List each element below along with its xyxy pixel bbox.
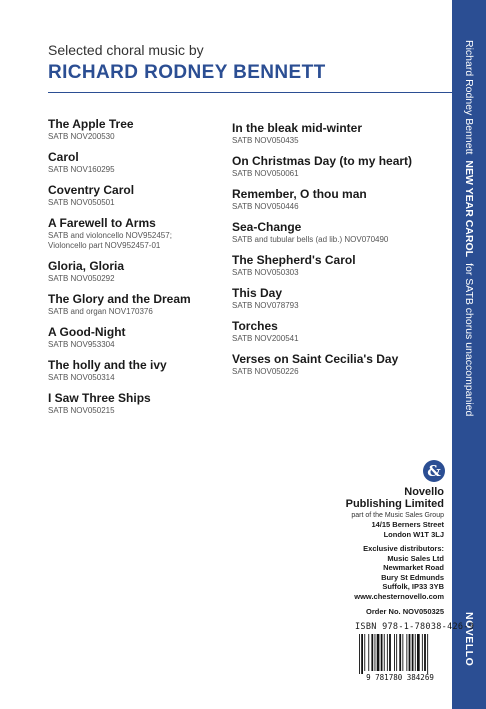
- barcode-bar: [406, 634, 407, 671]
- work-detail: SATB and violoncello NOV952457;: [48, 231, 172, 240]
- barcode-bar: [412, 634, 414, 671]
- works-list-right: [232, 121, 422, 385]
- work-detail: SATB NOV050501: [48, 198, 115, 207]
- work-item: [48, 150, 238, 175]
- work-detail: SATB NOV050292: [48, 274, 115, 283]
- work-item: [232, 352, 422, 377]
- work-item: [48, 358, 238, 383]
- work-item: [232, 253, 422, 278]
- barcode-bar: [422, 634, 423, 671]
- novello-logo-icon: &: [423, 460, 445, 482]
- work-detail: SATB NOV078793: [232, 301, 299, 310]
- work-detail: SATB and tubular bells (ad lib.) NOV070490: [232, 235, 389, 244]
- publisher-name-line2: Publishing Limited: [345, 498, 444, 510]
- work-title: The Glory and the Dream: [48, 292, 191, 306]
- work-title: Coventry Carol: [48, 183, 135, 197]
- work-title: The Apple Tree: [48, 117, 134, 131]
- work-item: [232, 187, 422, 212]
- work-title: The Shepherd's Carol: [232, 253, 356, 267]
- publisher-name-line1: Novello: [404, 486, 444, 498]
- barcode-bar: [384, 634, 385, 671]
- composer-name: RICHARD RODNEY BENNETT: [48, 62, 326, 83]
- barcode-bar: [381, 634, 383, 671]
- work-item: [48, 391, 238, 416]
- work-title: Carol: [48, 150, 79, 164]
- work-item: [48, 183, 238, 208]
- work-detail: SATB NOV050226: [232, 367, 299, 376]
- work-title: Verses on Saint Cecilia's Day: [232, 352, 399, 366]
- distributors-line4: Suffolk, IP33 3YB: [382, 582, 444, 591]
- work-title: I Saw Three Ships: [48, 391, 151, 405]
- barcode-bar: [402, 634, 403, 671]
- spine-work-title: NEW YEAR CAROL: [463, 160, 475, 258]
- barcode-bar: [364, 634, 365, 671]
- spine-composer: Richard Rodney Bennett: [463, 40, 475, 155]
- work-title: Sea-Change: [232, 220, 302, 234]
- work-title: In the bleak mid-winter: [232, 121, 363, 135]
- work-detail: SATB NOV050061: [232, 169, 299, 178]
- barcode-digits: 9 781780 384269: [366, 673, 434, 682]
- work-item: [232, 121, 422, 146]
- work-detail: SATB NOV200530: [48, 132, 115, 141]
- barcode-bar: [396, 634, 397, 671]
- work-detail: SATB NOV953304: [48, 340, 115, 349]
- barcode-bar: [361, 634, 363, 674]
- barcode-bar: [371, 634, 373, 671]
- work-item: [232, 220, 422, 245]
- work-detail: SATB NOV050303: [232, 268, 299, 277]
- barcode-bar: [417, 634, 420, 671]
- work-title: Gloria, Gloria: [48, 259, 125, 273]
- work-detail-line2: Violoncello part NOV952457-01: [48, 241, 161, 250]
- spine-scoring: for SATB chorus unaccompanied: [463, 263, 475, 417]
- barcode-bar: [427, 634, 428, 674]
- barcode-icon: [355, 634, 445, 682]
- work-detail: SATB NOV050215: [48, 406, 115, 415]
- publisher-group: part of the Music Sales Group: [351, 512, 444, 519]
- works-list-left: [48, 117, 238, 424]
- work-item: [48, 325, 238, 350]
- work-item: [232, 319, 422, 344]
- order-number: Order No. NOV050325: [366, 607, 444, 616]
- work-title: The holly and the ivy: [48, 358, 167, 372]
- work-detail: SATB NOV050446: [232, 202, 299, 211]
- barcode-bar: [359, 634, 360, 674]
- distributors-line2: Newmarket Road: [383, 563, 444, 572]
- work-title: Torches: [232, 319, 278, 333]
- barcode-bar: [377, 634, 380, 671]
- spine-title-text: [462, 40, 476, 560]
- work-detail: SATB NOV200541: [232, 334, 299, 343]
- header-rule: [48, 92, 452, 93]
- work-title: On Christmas Day (to my heart): [232, 154, 413, 168]
- work-item: [48, 216, 238, 251]
- distributors-heading: Exclusive distributors:: [363, 544, 444, 553]
- work-item: [48, 292, 238, 317]
- barcode-bar: [389, 634, 391, 671]
- spine-brand: NOVELLO: [463, 612, 475, 667]
- barcode-bar: [394, 634, 395, 671]
- work-detail: SATB NOV050435: [232, 136, 299, 145]
- website-link[interactable]: www.chesternovello.com: [354, 592, 444, 601]
- barcode-bar: [399, 634, 401, 671]
- barcode-bar: [409, 634, 411, 671]
- work-detail: SATB NOV160295: [48, 165, 115, 174]
- barcode-bar: [368, 634, 369, 671]
- work-title: A Good-Night: [48, 325, 126, 339]
- work-title: This Day: [232, 286, 283, 300]
- publisher-address1: 14/15 Berners Street: [371, 520, 444, 529]
- distributors-block: [363, 544, 444, 592]
- work-item: [48, 117, 238, 142]
- work-detail: SATB and organ NOV170376: [48, 307, 153, 316]
- distributors-line1: Music Sales Ltd: [387, 553, 444, 563]
- barcode-bar: [415, 634, 416, 671]
- work-item: [48, 259, 238, 284]
- work-title: A Farewell to Arms: [48, 216, 156, 230]
- barcode-bar: [375, 634, 376, 671]
- publisher-address2: London W1T 3LJ: [383, 530, 444, 539]
- barcode-bar: [387, 634, 388, 671]
- work-item: [232, 286, 422, 311]
- header-subtitle: Selected choral music by: [48, 42, 204, 58]
- work-title: Remember, O thou man: [232, 187, 367, 201]
- work-item: [232, 154, 422, 179]
- barcode-bar: [424, 634, 426, 671]
- distributors-line3: Bury St Edmunds: [381, 572, 444, 582]
- isbn-label: ISBN 978-1-78038-426-9: [355, 622, 475, 632]
- work-detail: SATB NOV050314: [48, 373, 115, 382]
